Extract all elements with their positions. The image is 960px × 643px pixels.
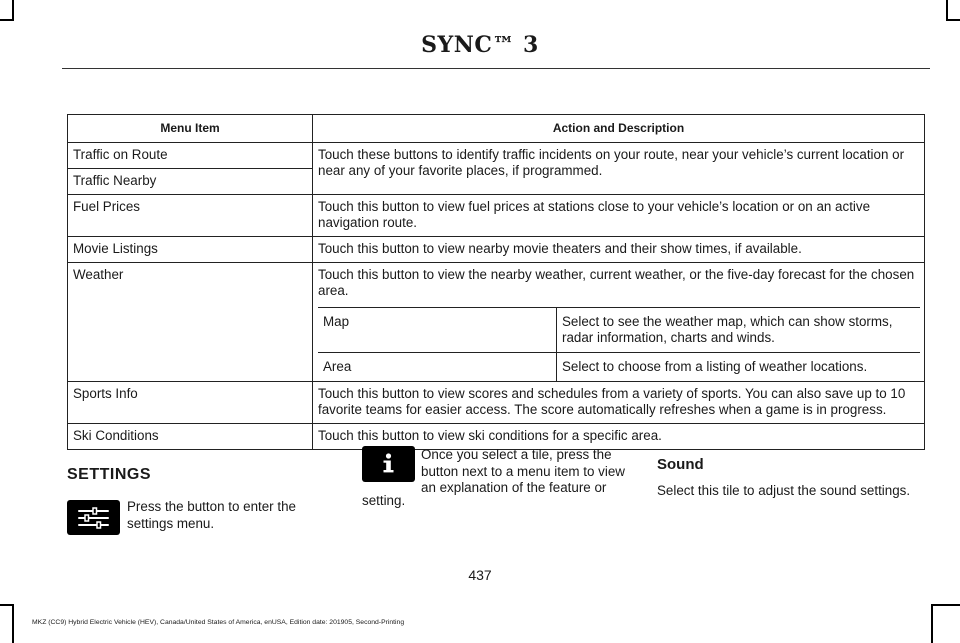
crop-mark — [931, 604, 960, 606]
table-header-row — [68, 115, 925, 143]
cell-movie: Movie Listings — [68, 237, 313, 263]
table-row — [68, 424, 925, 450]
crop-mark — [12, 604, 14, 643]
col-header-menu-item: Menu Item — [68, 115, 313, 143]
cell-area-desc: Select to choose from a listing of weather locations. — [557, 353, 921, 382]
page-title: SYNC™ 3 — [421, 32, 539, 58]
cell-traffic-desc: Touch these buttons to identify traffic incidents on your route, near your vehicle’s current location or near any of your favorite places, if programmed. — [313, 143, 925, 195]
cell-sports: Sports Info — [68, 382, 313, 424]
cell-ski-desc: Touch this button to view ski conditions for a specific area. — [313, 424, 925, 450]
table-row — [68, 382, 925, 424]
menu-table — [67, 114, 925, 450]
info-description-continued: setting. — [362, 493, 406, 508]
crop-mark — [946, 0, 948, 21]
cell-fuel: Fuel Prices — [68, 195, 313, 237]
cell-map-desc: Select to see the weather map, which can show storms, radar information, charts and winds. — [557, 308, 921, 353]
info-description: Once you select a tile, press the button next to a menu item to view an explanation of the feature or — [421, 447, 625, 495]
cell-fuel-desc: Touch this button to view fuel prices at stations close to your vehicle’s location or on an active navigation route. — [313, 195, 925, 237]
table-row — [68, 195, 925, 237]
cell-map: Map — [318, 308, 557, 353]
cell-movie-desc: Touch this button to view nearby movie theaters and their show times, if available. — [313, 237, 925, 263]
info-icon — [362, 446, 415, 482]
table-row — [68, 143, 925, 169]
crop-mark — [12, 0, 14, 21]
crop-mark — [931, 604, 933, 643]
sliders-icon — [67, 500, 120, 535]
sound-description: Select this tile to adjust the sound settings. — [657, 483, 911, 498]
page-number: 437 — [468, 567, 492, 583]
table-row — [68, 263, 925, 382]
cell-sports-desc: Touch this button to view scores and schedules from a variety of sports. You can also save up to 10 favorite teams for easier access. The score automatically refreshes when a game is in progress. — [313, 382, 925, 424]
sound-heading: Sound — [657, 456, 704, 473]
settings-description: Press the button to enter the settings menu. — [127, 499, 296, 531]
cell-weather-group — [313, 263, 925, 382]
cell-area: Area — [318, 353, 557, 382]
crop-mark — [946, 19, 960, 21]
col-header-action: Action and Description — [313, 115, 925, 143]
cell-traffic-nearby: Traffic Nearby — [68, 169, 313, 195]
cell-weather: Weather — [68, 263, 313, 382]
settings-heading: SETTINGS — [67, 466, 152, 483]
cell-traffic-route: Traffic on Route — [68, 143, 313, 169]
cell-weather-desc: Touch this button to view the nearby weather, current weather, or the five-day forecast for the chosen area. — [318, 267, 915, 298]
subtable-row — [318, 308, 920, 353]
cell-ski: Ski Conditions — [68, 424, 313, 450]
footer-text: MKZ (CC9) Hybrid Electric Vehicle (HEV), Canada/United States of America, enUSA, Edition date: 201905, Second-Printing — [32, 619, 405, 626]
table-row — [68, 237, 925, 263]
subtable-row — [318, 353, 920, 382]
weather-subtable — [318, 307, 920, 381]
title-rule — [62, 68, 930, 69]
